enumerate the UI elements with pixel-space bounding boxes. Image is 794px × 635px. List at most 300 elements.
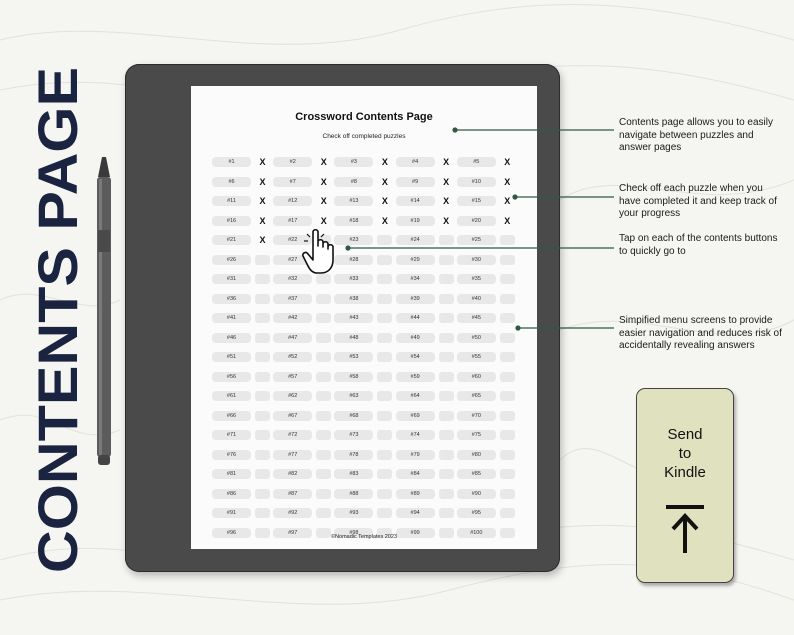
puzzle-cell bbox=[273, 488, 334, 500]
puzzle-cell bbox=[212, 507, 273, 519]
puzzle-checkbox[interactable] bbox=[439, 274, 454, 284]
puzzle-checkbox[interactable] bbox=[316, 411, 331, 421]
puzzle-checkbox[interactable] bbox=[439, 255, 454, 265]
puzzle-button[interactable]: #43 bbox=[334, 313, 373, 323]
puzzle-grid bbox=[212, 156, 518, 546]
stylus-pen-icon bbox=[92, 155, 116, 467]
send-line-2: to bbox=[678, 445, 692, 462]
note-tap: Tap on each of the contents buttons to quickly go to bbox=[619, 233, 778, 257]
puzzle-cell bbox=[273, 410, 334, 422]
puzzle-cell bbox=[396, 449, 457, 461]
puzzle-button[interactable]: #24 bbox=[396, 235, 435, 245]
puzzle-button[interactable]: #30 bbox=[457, 255, 496, 265]
puzzle-checkbox[interactable] bbox=[377, 508, 392, 518]
puzzle-button[interactable]: #39 bbox=[396, 294, 435, 304]
puzzle-button[interactable]: #58 bbox=[334, 372, 373, 382]
puzzle-cell bbox=[212, 390, 273, 402]
puzzle-button[interactable]: #82 bbox=[273, 469, 312, 479]
puzzle-checkbox[interactable] bbox=[316, 352, 331, 362]
puzzle-button[interactable]: #10 bbox=[457, 177, 496, 187]
puzzle-cell bbox=[334, 429, 395, 441]
puzzle-checkbox[interactable]: X bbox=[381, 157, 388, 167]
puzzle-row bbox=[212, 273, 518, 285]
puzzle-button[interactable]: #22 bbox=[273, 235, 312, 245]
puzzle-cell bbox=[457, 293, 518, 305]
puzzle-cell bbox=[396, 215, 457, 227]
puzzle-checkbox[interactable] bbox=[377, 469, 392, 479]
puzzle-button[interactable]: #41 bbox=[212, 313, 251, 323]
puzzle-checkbox[interactable] bbox=[377, 352, 392, 362]
puzzle-cell bbox=[396, 195, 457, 207]
puzzle-button[interactable]: #23 bbox=[334, 235, 373, 245]
puzzle-checkbox[interactable] bbox=[255, 372, 270, 382]
puzzle-button[interactable]: #69 bbox=[396, 411, 435, 421]
puzzle-cell bbox=[334, 312, 395, 324]
puzzle-checkbox[interactable]: X bbox=[443, 157, 450, 167]
puzzle-checkbox[interactable]: X bbox=[443, 215, 450, 226]
puzzle-cell bbox=[396, 293, 457, 305]
puzzle-cell bbox=[273, 390, 334, 402]
puzzle-button[interactable]: #44 bbox=[396, 313, 435, 323]
puzzle-cell bbox=[212, 332, 273, 344]
puzzle-button[interactable]: #49 bbox=[396, 333, 435, 343]
puzzle-checkbox[interactable] bbox=[500, 352, 515, 362]
puzzle-cell bbox=[396, 254, 457, 266]
puzzle-button[interactable]: #72 bbox=[273, 430, 312, 440]
screen-title: Crossword Contents Page bbox=[295, 111, 433, 123]
puzzle-cell bbox=[273, 156, 334, 168]
puzzle-cell bbox=[457, 429, 518, 441]
puzzle-cell bbox=[334, 449, 395, 461]
puzzle-checkbox[interactable] bbox=[377, 489, 392, 499]
puzzle-checkbox[interactable]: X bbox=[381, 176, 388, 187]
puzzle-checkbox[interactable] bbox=[377, 235, 392, 245]
puzzle-cell bbox=[212, 293, 273, 305]
puzzle-checkbox[interactable] bbox=[377, 274, 392, 284]
puzzle-cell bbox=[457, 507, 518, 519]
puzzle-checkbox[interactable]: X bbox=[320, 196, 327, 206]
puzzle-button[interactable]: #38 bbox=[334, 294, 373, 304]
puzzle-button[interactable]: #31 bbox=[212, 274, 251, 284]
puzzle-checkbox[interactable] bbox=[255, 294, 270, 304]
puzzle-checkbox[interactable] bbox=[500, 274, 515, 284]
puzzle-cell bbox=[212, 312, 273, 324]
puzzle-checkbox[interactable] bbox=[500, 313, 515, 323]
puzzle-button[interactable]: #83 bbox=[334, 469, 373, 479]
puzzle-cell bbox=[273, 195, 334, 207]
puzzle-button[interactable]: #57 bbox=[273, 372, 312, 382]
puzzle-checkbox[interactable] bbox=[500, 333, 515, 343]
puzzle-cell bbox=[396, 429, 457, 441]
puzzle-button[interactable]: #80 bbox=[457, 450, 496, 460]
puzzle-button[interactable]: #98 bbox=[334, 528, 373, 538]
puzzle-cell bbox=[334, 371, 395, 383]
puzzle-checkbox[interactable] bbox=[255, 313, 270, 323]
puzzle-button[interactable]: #9 bbox=[396, 177, 435, 187]
puzzle-checkbox[interactable] bbox=[439, 450, 454, 460]
puzzle-checkbox[interactable] bbox=[255, 391, 270, 401]
contents-screen bbox=[191, 86, 537, 549]
puzzle-row bbox=[212, 312, 518, 324]
puzzle-checkbox[interactable] bbox=[255, 255, 270, 265]
puzzle-cell bbox=[457, 156, 518, 168]
puzzle-button[interactable]: #61 bbox=[212, 391, 251, 401]
puzzle-checkbox[interactable] bbox=[500, 391, 515, 401]
puzzle-cell bbox=[212, 215, 273, 227]
puzzle-cell bbox=[334, 332, 395, 344]
puzzle-row bbox=[212, 468, 518, 480]
puzzle-button[interactable]: #14 bbox=[396, 196, 435, 206]
puzzle-button[interactable]: #37 bbox=[273, 294, 312, 304]
puzzle-button[interactable]: #78 bbox=[334, 450, 373, 460]
puzzle-checkbox[interactable]: X bbox=[504, 215, 511, 226]
puzzle-button[interactable]: #5 bbox=[457, 157, 496, 167]
note-navigate: Contents page allows you to easily navigate between puzzles and answer pages bbox=[619, 117, 773, 153]
puzzle-button[interactable]: #96 bbox=[212, 528, 251, 538]
puzzle-cell bbox=[457, 371, 518, 383]
puzzle-button[interactable]: #17 bbox=[273, 216, 312, 226]
puzzle-checkbox[interactable] bbox=[500, 508, 515, 518]
puzzle-checkbox[interactable] bbox=[316, 469, 331, 479]
puzzle-checkbox[interactable]: X bbox=[259, 176, 266, 187]
puzzle-cell bbox=[457, 195, 518, 207]
puzzle-checkbox[interactable] bbox=[377, 294, 392, 304]
puzzle-cell bbox=[457, 254, 518, 266]
puzzle-button[interactable]: #48 bbox=[334, 333, 373, 343]
puzzle-button[interactable]: #71 bbox=[212, 430, 251, 440]
puzzle-button[interactable]: #73 bbox=[334, 430, 373, 440]
puzzle-checkbox[interactable] bbox=[439, 235, 454, 245]
puzzle-cell bbox=[212, 410, 273, 422]
puzzle-button[interactable]: #29 bbox=[396, 255, 435, 265]
puzzle-button[interactable]: #33 bbox=[334, 274, 373, 284]
puzzle-button[interactable]: #100 bbox=[457, 528, 496, 538]
puzzle-checkbox[interactable]: X bbox=[443, 196, 450, 206]
puzzle-row bbox=[212, 293, 518, 305]
puzzle-checkbox[interactable] bbox=[439, 469, 454, 479]
puzzle-row bbox=[212, 254, 518, 266]
puzzle-button[interactable]: #77 bbox=[273, 450, 312, 460]
puzzle-button[interactable]: #53 bbox=[334, 352, 373, 362]
puzzle-cell bbox=[334, 195, 395, 207]
puzzle-cell bbox=[212, 371, 273, 383]
puzzle-checkbox[interactable] bbox=[377, 391, 392, 401]
puzzle-button[interactable]: #34 bbox=[396, 274, 435, 284]
puzzle-row bbox=[212, 507, 518, 519]
puzzle-button[interactable]: #75 bbox=[457, 430, 496, 440]
puzzle-cell bbox=[273, 312, 334, 324]
puzzle-checkbox[interactable]: X bbox=[504, 196, 511, 206]
puzzle-row bbox=[212, 488, 518, 500]
puzzle-button[interactable]: #88 bbox=[334, 489, 373, 499]
puzzle-checkbox[interactable] bbox=[316, 372, 331, 382]
puzzle-button[interactable]: #86 bbox=[212, 489, 251, 499]
puzzle-cell bbox=[212, 449, 273, 461]
puzzle-cell bbox=[334, 293, 395, 305]
puzzle-checkbox[interactable]: X bbox=[320, 215, 327, 226]
puzzle-cell bbox=[396, 156, 457, 168]
puzzle-cell bbox=[212, 351, 273, 363]
puzzle-checkbox[interactable] bbox=[377, 430, 392, 440]
puzzle-checkbox[interactable] bbox=[439, 372, 454, 382]
puzzle-button[interactable]: #63 bbox=[334, 391, 373, 401]
puzzle-row bbox=[212, 332, 518, 344]
puzzle-button[interactable]: #19 bbox=[396, 216, 435, 226]
puzzle-checkbox[interactable] bbox=[500, 294, 515, 304]
puzzle-checkbox[interactable] bbox=[500, 489, 515, 499]
puzzle-cell bbox=[457, 449, 518, 461]
puzzle-button[interactable]: #93 bbox=[334, 508, 373, 518]
puzzle-checkbox[interactable] bbox=[500, 430, 515, 440]
note-checkoff: Check off each puzzle when you have completed it and keep track of your progress bbox=[619, 183, 777, 219]
puzzle-button[interactable]: #47 bbox=[273, 333, 312, 343]
puzzle-button[interactable]: #15 bbox=[457, 196, 496, 206]
puzzle-cell bbox=[212, 156, 273, 168]
puzzle-button[interactable]: #4 bbox=[396, 157, 435, 167]
puzzle-button[interactable]: #94 bbox=[396, 508, 435, 518]
puzzle-checkbox[interactable] bbox=[255, 430, 270, 440]
puzzle-cell bbox=[273, 371, 334, 383]
puzzle-checkbox[interactable] bbox=[439, 411, 454, 421]
puzzle-button[interactable]: #28 bbox=[334, 255, 373, 265]
send-to-kindle-badge[interactable] bbox=[636, 388, 734, 583]
puzzle-cell bbox=[396, 468, 457, 480]
puzzle-cell bbox=[396, 332, 457, 344]
puzzle-cell bbox=[212, 488, 273, 500]
puzzle-checkbox[interactable] bbox=[316, 333, 331, 343]
puzzle-cell bbox=[273, 449, 334, 461]
puzzle-cell bbox=[334, 215, 395, 227]
puzzle-button[interactable]: #12 bbox=[273, 196, 312, 206]
puzzle-button[interactable]: #64 bbox=[396, 391, 435, 401]
puzzle-checkbox[interactable]: X bbox=[259, 157, 266, 167]
puzzle-cell bbox=[334, 507, 395, 519]
puzzle-checkbox[interactable] bbox=[255, 352, 270, 362]
puzzle-button[interactable]: #56 bbox=[212, 372, 251, 382]
puzzle-button[interactable]: #89 bbox=[396, 489, 435, 499]
puzzle-checkbox[interactable] bbox=[377, 372, 392, 382]
puzzle-cell bbox=[273, 332, 334, 344]
puzzle-button[interactable]: #54 bbox=[396, 352, 435, 362]
puzzle-button[interactable]: #27 bbox=[273, 255, 312, 265]
puzzle-checkbox[interactable] bbox=[377, 450, 392, 460]
puzzle-checkbox[interactable] bbox=[500, 411, 515, 421]
puzzle-checkbox[interactable] bbox=[255, 469, 270, 479]
puzzle-button[interactable]: #65 bbox=[457, 391, 496, 401]
puzzle-cell bbox=[273, 507, 334, 519]
puzzle-button[interactable]: #91 bbox=[212, 508, 251, 518]
puzzle-checkbox[interactable] bbox=[500, 372, 515, 382]
puzzle-cell bbox=[212, 254, 273, 266]
puzzle-cell bbox=[273, 468, 334, 480]
puzzle-button[interactable]: #85 bbox=[457, 469, 496, 479]
screen-subtitle: Check off completed puzzles bbox=[322, 133, 406, 140]
puzzle-button[interactable]: #51 bbox=[212, 352, 251, 362]
puzzle-button[interactable]: #7 bbox=[273, 177, 312, 187]
puzzle-button[interactable]: #1 bbox=[212, 157, 251, 167]
tap-hand-icon bbox=[301, 228, 345, 276]
puzzle-checkbox[interactable] bbox=[500, 469, 515, 479]
puzzle-checkbox[interactable] bbox=[439, 333, 454, 343]
puzzle-button[interactable]: #74 bbox=[396, 430, 435, 440]
puzzle-checkbox[interactable] bbox=[316, 430, 331, 440]
puzzle-button[interactable]: #18 bbox=[334, 216, 373, 226]
puzzle-button[interactable]: #76 bbox=[212, 450, 251, 460]
puzzle-button[interactable]: #60 bbox=[457, 372, 496, 382]
puzzle-checkbox[interactable] bbox=[316, 294, 331, 304]
puzzle-button[interactable]: #42 bbox=[273, 313, 312, 323]
puzzle-checkbox[interactable] bbox=[439, 352, 454, 362]
puzzle-button[interactable]: #36 bbox=[212, 294, 251, 304]
puzzle-button[interactable]: #68 bbox=[334, 411, 373, 421]
puzzle-cell bbox=[273, 215, 334, 227]
puzzle-cell bbox=[457, 176, 518, 188]
puzzle-cell bbox=[334, 176, 395, 188]
puzzle-row bbox=[212, 371, 518, 383]
puzzle-checkbox[interactable] bbox=[500, 255, 515, 265]
puzzle-button[interactable]: #13 bbox=[334, 196, 373, 206]
puzzle-checkbox[interactable] bbox=[377, 411, 392, 421]
puzzle-button[interactable]: #8 bbox=[334, 177, 373, 187]
puzzle-checkbox[interactable] bbox=[255, 274, 270, 284]
puzzle-button[interactable]: #50 bbox=[457, 333, 496, 343]
puzzle-button[interactable]: #81 bbox=[212, 469, 251, 479]
puzzle-cell bbox=[457, 488, 518, 500]
puzzle-row bbox=[212, 429, 518, 441]
puzzle-checkbox[interactable]: X bbox=[320, 176, 327, 187]
puzzle-row bbox=[212, 449, 518, 461]
puzzle-checkbox[interactable] bbox=[316, 391, 331, 401]
puzzle-checkbox[interactable]: X bbox=[259, 215, 266, 226]
puzzle-cell bbox=[273, 293, 334, 305]
puzzle-checkbox[interactable] bbox=[377, 313, 392, 323]
puzzle-cell bbox=[457, 273, 518, 285]
puzzle-button[interactable]: #70 bbox=[457, 411, 496, 421]
puzzle-button[interactable]: #21 bbox=[212, 235, 251, 245]
puzzle-checkbox[interactable] bbox=[316, 313, 331, 323]
puzzle-cell bbox=[334, 156, 395, 168]
puzzle-cell bbox=[396, 351, 457, 363]
note-menu: Simpified menu screens to provide easier navigation and reduces risk of accidentally revealing answers bbox=[619, 315, 782, 351]
puzzle-checkbox[interactable] bbox=[316, 450, 331, 460]
puzzle-button[interactable]: #87 bbox=[273, 489, 312, 499]
puzzle-button[interactable]: #35 bbox=[457, 274, 496, 284]
puzzle-button[interactable]: #46 bbox=[212, 333, 251, 343]
puzzle-button[interactable]: #2 bbox=[273, 157, 312, 167]
puzzle-button[interactable]: #99 bbox=[396, 528, 435, 538]
puzzle-button[interactable]: #97 bbox=[273, 528, 312, 538]
puzzle-button[interactable]: #45 bbox=[457, 313, 496, 323]
puzzle-cell bbox=[334, 410, 395, 422]
puzzle-button[interactable]: #20 bbox=[457, 216, 496, 226]
puzzle-cell bbox=[396, 273, 457, 285]
puzzle-checkbox[interactable] bbox=[377, 333, 392, 343]
puzzle-checkbox[interactable] bbox=[500, 235, 515, 245]
puzzle-cell bbox=[334, 468, 395, 480]
puzzle-button[interactable]: #25 bbox=[457, 235, 496, 245]
puzzle-row bbox=[212, 410, 518, 422]
puzzle-checkbox[interactable] bbox=[255, 450, 270, 460]
puzzle-cell bbox=[457, 215, 518, 227]
puzzle-checkbox[interactable] bbox=[439, 313, 454, 323]
puzzle-button[interactable]: #62 bbox=[273, 391, 312, 401]
page-title-text: CONTENTS PAGE bbox=[26, 94, 89, 573]
send-to-kindle-label bbox=[637, 425, 733, 482]
puzzle-checkbox[interactable]: X bbox=[504, 157, 511, 167]
puzzle-button[interactable]: #84 bbox=[396, 469, 435, 479]
puzzle-cell bbox=[212, 176, 273, 188]
copyright-footer: ©Nomadic Templates 2023 bbox=[330, 534, 397, 540]
send-line-3: Kindle bbox=[664, 464, 706, 481]
send-line-1: Send bbox=[667, 426, 703, 443]
puzzle-cell bbox=[457, 468, 518, 480]
puzzle-cell bbox=[212, 234, 273, 246]
puzzle-checkbox[interactable] bbox=[255, 333, 270, 343]
puzzle-checkbox[interactable]: X bbox=[381, 215, 388, 226]
puzzle-checkbox[interactable]: X bbox=[381, 196, 388, 206]
puzzle-checkbox[interactable]: X bbox=[320, 157, 327, 167]
puzzle-checkbox[interactable] bbox=[439, 430, 454, 440]
puzzle-checkbox[interactable] bbox=[255, 489, 270, 499]
puzzle-cell bbox=[457, 312, 518, 324]
puzzle-button[interactable]: #32 bbox=[273, 274, 312, 284]
puzzle-checkbox[interactable] bbox=[316, 489, 331, 499]
puzzle-button[interactable]: #55 bbox=[457, 352, 496, 362]
puzzle-button[interactable]: #6 bbox=[212, 177, 251, 187]
puzzle-button[interactable]: #66 bbox=[212, 411, 251, 421]
puzzle-row bbox=[212, 390, 518, 402]
puzzle-checkbox[interactable] bbox=[255, 508, 270, 518]
puzzle-checkbox[interactable]: X bbox=[443, 176, 450, 187]
puzzle-checkbox[interactable]: X bbox=[259, 196, 266, 206]
puzzle-button[interactable]: #90 bbox=[457, 489, 496, 499]
puzzle-checkbox[interactable] bbox=[316, 508, 331, 518]
upload-arrow-icon bbox=[662, 503, 708, 555]
puzzle-checkbox[interactable] bbox=[439, 508, 454, 518]
puzzle-cell bbox=[212, 468, 273, 480]
puzzle-button[interactable]: #59 bbox=[396, 372, 435, 382]
puzzle-checkbox[interactable] bbox=[439, 489, 454, 499]
puzzle-checkbox[interactable]: X bbox=[259, 235, 266, 245]
puzzle-checkbox[interactable] bbox=[255, 411, 270, 421]
puzzle-button[interactable]: #3 bbox=[334, 157, 373, 167]
puzzle-button[interactable]: #79 bbox=[396, 450, 435, 460]
puzzle-button[interactable]: #11 bbox=[212, 196, 251, 206]
puzzle-cell bbox=[334, 390, 395, 402]
puzzle-button[interactable]: #52 bbox=[273, 352, 312, 362]
puzzle-checkbox[interactable] bbox=[377, 255, 392, 265]
puzzle-button[interactable]: #16 bbox=[212, 216, 251, 226]
puzzle-cell bbox=[273, 176, 334, 188]
puzzle-checkbox[interactable] bbox=[439, 294, 454, 304]
puzzle-button[interactable]: #67 bbox=[273, 411, 312, 421]
puzzle-checkbox[interactable] bbox=[500, 450, 515, 460]
puzzle-row bbox=[212, 176, 518, 188]
puzzle-checkbox[interactable]: X bbox=[504, 176, 511, 187]
puzzle-cell bbox=[457, 410, 518, 422]
puzzle-cell bbox=[396, 234, 457, 246]
puzzle-button[interactable]: #92 bbox=[273, 508, 312, 518]
puzzle-row bbox=[212, 351, 518, 363]
puzzle-button[interactable]: #40 bbox=[457, 294, 496, 304]
puzzle-cell bbox=[396, 176, 457, 188]
puzzle-cell bbox=[396, 507, 457, 519]
puzzle-cell bbox=[396, 390, 457, 402]
puzzle-button[interactable]: #26 bbox=[212, 255, 251, 265]
puzzle-checkbox[interactable] bbox=[439, 391, 454, 401]
puzzle-cell bbox=[396, 410, 457, 422]
puzzle-button[interactable]: #95 bbox=[457, 508, 496, 518]
